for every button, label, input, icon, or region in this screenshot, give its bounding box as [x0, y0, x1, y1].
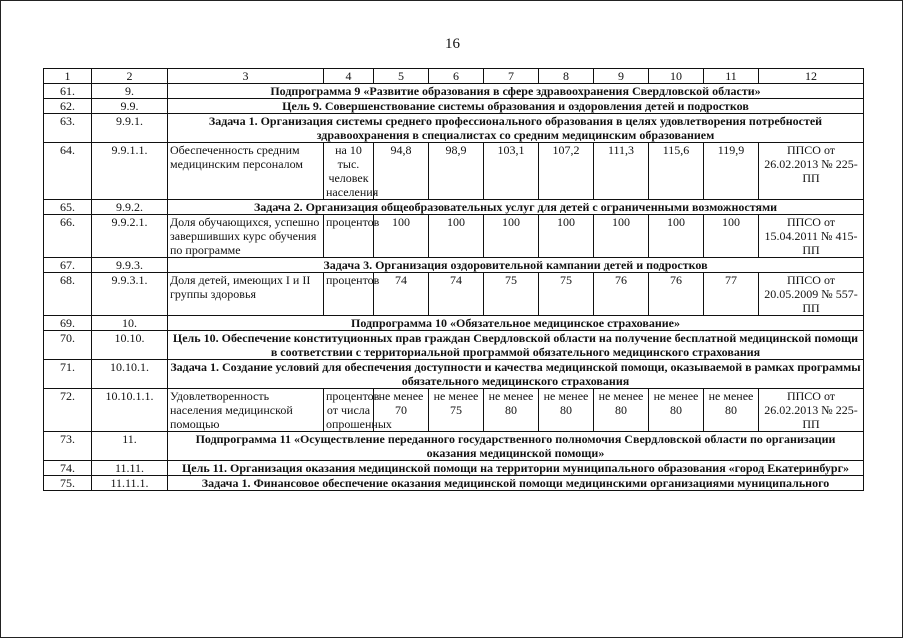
header-cell: 3: [168, 69, 324, 84]
indicator-row: [44, 389, 864, 432]
section-row: [44, 432, 864, 461]
value-cell: 74: [374, 273, 429, 316]
row-code-cell: 10.10.: [92, 331, 168, 360]
header-cell: 2: [92, 69, 168, 84]
value-cell: 100: [539, 215, 594, 258]
row-code-cell: 11.11.1.: [92, 476, 168, 491]
row-number-cell: 71.: [44, 360, 92, 389]
source-cell: ППСО от 26.02.2013 № 225-ПП: [759, 143, 864, 200]
value-cell: 100: [704, 215, 759, 258]
row-code-cell: 9.9.1.1.: [92, 143, 168, 200]
row-number-cell: 75.: [44, 476, 92, 491]
value-cell: 100: [649, 215, 704, 258]
section-title-cell: Подпрограмма 9 «Развитие образования в сфере здравоохранения Свердловской области»: [168, 84, 864, 99]
row-number-cell: 72.: [44, 389, 92, 432]
value-cell: не менее 75: [429, 389, 484, 432]
section-row: [44, 114, 864, 143]
value-cell: 107,2: [539, 143, 594, 200]
section-title-cell: Подпрограмма 10 «Обязательное медицинское страхование»: [168, 316, 864, 331]
value-cell: не менее 80: [539, 389, 594, 432]
section-row: [44, 258, 864, 273]
value-cell: 75: [484, 273, 539, 316]
section-title-cell: Подпрограмма 11 «Осуществление переданного государственного полномочия Свердловской области по организации оказания медицинской помощи»: [168, 432, 864, 461]
row-number-cell: 67.: [44, 258, 92, 273]
value-cell: не менее 80: [594, 389, 649, 432]
section-title-cell: Задача 3. Организация оздоровительной кампании детей и подростков: [168, 258, 864, 273]
value-cell: не менее 80: [649, 389, 704, 432]
row-code-cell: 10.10.1.1.: [92, 389, 168, 432]
row-number-cell: 68.: [44, 273, 92, 316]
section-title-cell: Цель 11. Организация оказания медицинской помощи на территории муниципального образования «город Екатеринбург»: [168, 461, 864, 476]
header-cell: 4: [324, 69, 374, 84]
section-title-cell: Цель 10. Обеспечение конституционных прав граждан Свердловской области на получение бесплатной медицинской помощи в соответствии с территориальной программой обязательного медицинского страхования: [168, 331, 864, 360]
unit-cell: процентов: [324, 215, 374, 258]
row-number-cell: 64.: [44, 143, 92, 200]
section-title-cell: Цель 9. Совершенствование системы образования и оздоровления детей и подростков: [168, 99, 864, 114]
row-number-cell: 62.: [44, 99, 92, 114]
header-cell: 9: [594, 69, 649, 84]
section-row: [44, 331, 864, 360]
row-number-cell: 66.: [44, 215, 92, 258]
row-code-cell: 9.9.3.1.: [92, 273, 168, 316]
unit-cell: процентов от числа опрошенных: [324, 389, 374, 432]
value-cell: 98,9: [429, 143, 484, 200]
indicator-row: [44, 143, 864, 200]
header-cell: 10: [649, 69, 704, 84]
row-number-cell: 69.: [44, 316, 92, 331]
value-cell: 76: [649, 273, 704, 316]
value-cell: 100: [429, 215, 484, 258]
row-code-cell: 11.: [92, 432, 168, 461]
value-cell: 111,3: [594, 143, 649, 200]
header-cell: 11: [704, 69, 759, 84]
header-row: [44, 69, 864, 84]
value-cell: 100: [374, 215, 429, 258]
row-number-cell: 73.: [44, 432, 92, 461]
section-title-cell: Задача 1. Организация системы среднего профессионального образования в целях удовлетворения потребностей здравоохранения в специалистах со средним медицинским образованием: [168, 114, 864, 143]
section-title-cell: Задача 2. Организация общеобразовательных услуг для детей с ограниченными возможностями: [168, 200, 864, 215]
value-cell: 100: [484, 215, 539, 258]
value-cell: 76: [594, 273, 649, 316]
row-number-cell: 61.: [44, 84, 92, 99]
value-cell: не менее 70: [374, 389, 429, 432]
row-code-cell: 9.: [92, 84, 168, 99]
header-cell: 5: [374, 69, 429, 84]
row-number-cell: 70.: [44, 331, 92, 360]
row-code-cell: 10.10.1.: [92, 360, 168, 389]
value-cell: 75: [539, 273, 594, 316]
row-code-cell: 9.9.2.1.: [92, 215, 168, 258]
value-cell: 119,9: [704, 143, 759, 200]
section-row: [44, 316, 864, 331]
indicator-name-cell: Обеспеченность средним медицинским персоналом: [168, 143, 324, 200]
unit-cell: процентов: [324, 273, 374, 316]
indicator-name-cell: Доля обучающихся, успешно завершивших курс обучения по программе: [168, 215, 324, 258]
section-row: [44, 84, 864, 99]
header-cell: 12: [759, 69, 864, 84]
indicator-name-cell: Удовлетворенность населения медицинской помощью: [168, 389, 324, 432]
value-cell: 74: [429, 273, 484, 316]
header-cell: 7: [484, 69, 539, 84]
value-cell: 100: [594, 215, 649, 258]
section-title-cell: Задача 1. Финансовое обеспечение оказания медицинской помощи медицинскими организациями муниципального: [168, 476, 864, 491]
header-cell: 8: [539, 69, 594, 84]
row-code-cell: 9.9.3.: [92, 258, 168, 273]
unit-cell: на 10 тыс. человек населения: [324, 143, 374, 200]
value-cell: 115,6: [649, 143, 704, 200]
value-cell: 103,1: [484, 143, 539, 200]
indicator-name-cell: Доля детей, имеющих I и II группы здоровья: [168, 273, 324, 316]
indicator-row: [44, 273, 864, 316]
indicators-table: [43, 68, 864, 491]
value-cell: 94,8: [374, 143, 429, 200]
section-row: [44, 476, 864, 491]
value-cell: не менее 80: [484, 389, 539, 432]
source-cell: ППСО от 15.04.2011 № 415-ПП: [759, 215, 864, 258]
indicator-row: [44, 215, 864, 258]
value-cell: не менее 80: [704, 389, 759, 432]
value-cell: 77: [704, 273, 759, 316]
row-number-cell: 65.: [44, 200, 92, 215]
section-row: [44, 99, 864, 114]
header-cell: 1: [44, 69, 92, 84]
row-code-cell: 9.9.1.: [92, 114, 168, 143]
row-code-cell: 9.9.2.: [92, 200, 168, 215]
section-title-cell: Задача 1. Создание условий для обеспечения доступности и качества медицинской помощи, оказываемой в рамках программы обязательного медицинского страхования: [168, 360, 864, 389]
row-code-cell: 11.11.: [92, 461, 168, 476]
section-row: [44, 461, 864, 476]
row-number-cell: 63.: [44, 114, 92, 143]
source-cell: ППСО от 26.02.2013 № 225-ПП: [759, 389, 864, 432]
page-number: 16: [445, 36, 460, 52]
header-cell: 6: [429, 69, 484, 84]
row-code-cell: 10.: [92, 316, 168, 331]
row-code-cell: 9.9.: [92, 99, 168, 114]
row-number-cell: 74.: [44, 461, 92, 476]
section-row: [44, 360, 864, 389]
source-cell: ППСО от 20.05.2009 № 557-ПП: [759, 273, 864, 316]
section-row: [44, 200, 864, 215]
